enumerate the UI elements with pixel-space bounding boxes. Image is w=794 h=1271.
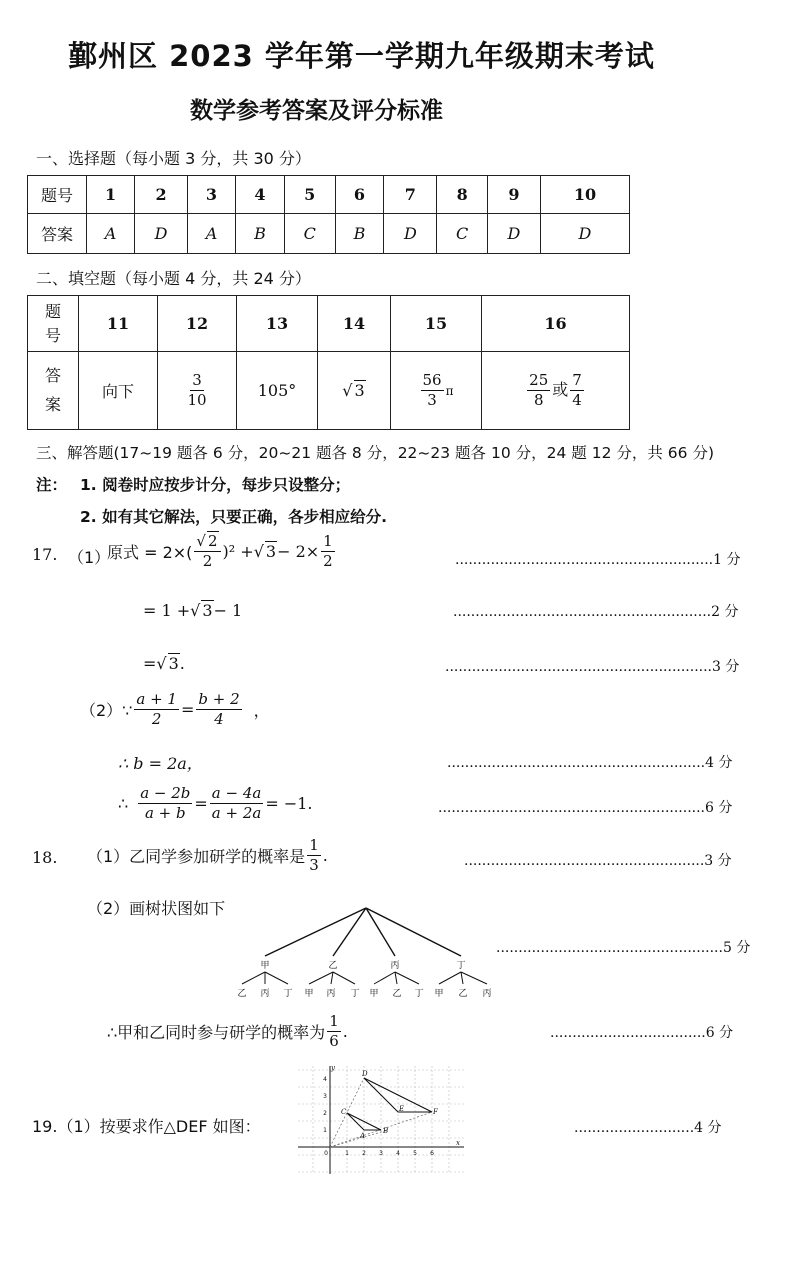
- q19-part1: 19.（1）按要求作△DEF 如图：: [32, 1117, 261, 1136]
- q17-label: 17.: [32, 545, 58, 564]
- answer-13: 105°: [237, 352, 318, 430]
- choice-answer-table: [27, 175, 630, 254]
- fill-answer-table: [27, 295, 630, 430]
- section1-heading: 一、选择题（每小题 3 分，共 30 分）: [36, 149, 311, 168]
- tree-leaf: 乙: [458, 989, 468, 999]
- choice-answer: A: [87, 214, 135, 254]
- q18-part1: （1）乙同学参加研学的概率是 $\frac{1}{3}$ .: [87, 836, 328, 874]
- q-number: 3: [187, 176, 235, 214]
- point-d: D: [362, 1070, 368, 1078]
- y-tick: 3: [323, 1093, 327, 1100]
- x-tick: 1: [345, 1150, 349, 1157]
- answer-12: $\frac{3}{10}$: [158, 352, 237, 430]
- x-tick: 5: [413, 1150, 417, 1157]
- axis-y-label: y: [331, 1064, 335, 1072]
- row-label-answer: 答 案: [28, 352, 79, 430]
- q17-step2: = 1 + √ 3 − 1: [143, 600, 243, 620]
- q17-score-4: ..........................................................4 分: [447, 755, 733, 771]
- point-c: C: [341, 1108, 347, 1116]
- q-number: 2: [135, 176, 188, 214]
- q-number: 13: [237, 296, 318, 352]
- note-label: 注：: [36, 476, 68, 494]
- point-f: F: [433, 1108, 438, 1116]
- q17-score-2: ..........................................................2 分: [453, 604, 739, 620]
- q17-score-3: ............................................................3 分: [445, 659, 740, 675]
- x-tick: 6: [430, 1150, 434, 1157]
- answer-15: $\frac{56}{3}$ π: [391, 352, 482, 430]
- note-2: 2. 如有其它解法，只要正确，各步相应给分.: [80, 508, 387, 526]
- tree-leaf: 乙: [237, 989, 247, 999]
- tree-leaf: 丙: [482, 989, 492, 999]
- q18-part2: （2）画树状图如下: [87, 899, 226, 918]
- tree-diagram: [225, 900, 505, 1005]
- tree-node: 丙: [390, 961, 400, 971]
- section3-heading: 三、解答题(17~19 题各 6 分，20~21 题各 8 分，22~23 题各 10 分，24 题 12 分，共 66 分): [36, 444, 714, 462]
- choice-answer: D: [540, 214, 629, 254]
- q18-score-6: ...................................6 分: [550, 1025, 734, 1041]
- row-label-answer: 答案: [28, 214, 87, 254]
- point-e: E: [399, 1105, 405, 1113]
- tree-leaf: 甲: [304, 989, 314, 999]
- point-a: A: [360, 1132, 366, 1140]
- q17-score-6: ............................................................6 分: [438, 800, 733, 816]
- y-tick: 2: [323, 1110, 327, 1117]
- exam-title: 鄞州区 2023 学年第一学期九年级期末考试: [68, 39, 655, 73]
- choice-answer: B: [335, 214, 384, 254]
- section2-heading: 二、填空题（每小题 4 分，共 24 分）: [36, 269, 311, 288]
- tree-leaf: 乙: [392, 989, 402, 999]
- q17-step1: 原式 = 2×( $\frac{√ 2}{2}$ )² + √ 3 − 2× $\frac{1}{2}$: [107, 532, 333, 570]
- choice-answer: D: [135, 214, 188, 254]
- x-tick: 3: [379, 1150, 383, 1157]
- tree-leaf: 丁: [350, 989, 360, 999]
- q19-coordinate-graph: [296, 1062, 468, 1178]
- choice-answer: B: [236, 214, 285, 254]
- q-number: 4: [236, 176, 285, 214]
- q17-part2-step2: ∴ b = 2a，: [118, 754, 203, 773]
- tree-leaf: 甲: [369, 989, 379, 999]
- q-number: 6: [335, 176, 384, 214]
- tree-leaf: 丁: [414, 989, 424, 999]
- tree-leaf: 丁: [283, 989, 293, 999]
- q18-part3: ∴甲和乙同时参与研学的概率为 $\frac{1}{6}$ .: [107, 1012, 348, 1050]
- row-label-number: 题号: [28, 176, 87, 214]
- q18-score-3: ......................................................3 分: [464, 853, 732, 869]
- q-number: 15: [391, 296, 482, 352]
- choice-answer: D: [488, 214, 541, 254]
- answer-14: √ 3: [318, 352, 391, 430]
- q-number: 11: [79, 296, 158, 352]
- q17-part1-label: （1）: [68, 548, 111, 567]
- q-number: 9: [488, 176, 541, 214]
- q-number: 16: [482, 296, 630, 352]
- q18-score-5: ...................................................5 分: [496, 940, 751, 956]
- q17-part2-step1: （2）∵ $\frac{a + 1}{2}$ = $\frac{b + 2}{4}$ ，: [80, 690, 270, 728]
- q-number: 7: [384, 176, 437, 214]
- q-number: 12: [158, 296, 237, 352]
- tree-leaf: 丙: [326, 989, 336, 999]
- tree-leaf: 甲: [434, 989, 444, 999]
- tree-node: 甲: [260, 961, 270, 971]
- q-number: 14: [318, 296, 391, 352]
- answer-16: $\frac{25}{8}$ 或 $\frac{7}{4}$: [482, 352, 630, 430]
- axis-x-label: x: [456, 1139, 460, 1147]
- q17-score-1: ..........................................................1 分: [455, 552, 741, 568]
- tree-leaf: 丙: [260, 989, 270, 999]
- choice-answer: D: [384, 214, 437, 254]
- y-tick: 4: [323, 1076, 327, 1083]
- row-label-number: 题 号: [28, 296, 79, 352]
- tree-node: 乙: [328, 961, 338, 971]
- answer-key-subtitle: 数学参考答案及评分标准: [190, 98, 443, 124]
- q-number: 5: [284, 176, 335, 214]
- q-number: 1: [87, 176, 135, 214]
- choice-answer: C: [284, 214, 335, 254]
- q-number: 8: [437, 176, 488, 214]
- x-tick: 4: [396, 1150, 400, 1157]
- choice-answer: C: [437, 214, 488, 254]
- x-tick: 0: [324, 1150, 328, 1157]
- q17-step3: = √ 3 .: [143, 653, 185, 673]
- q-number: 10: [540, 176, 629, 214]
- q17-part2-step3: ∴ $\frac{a - 2b}{a + b}$ = $\frac{a - 4a}{a + 2a}$ = −1.: [118, 784, 313, 822]
- tree-node: 丁: [456, 961, 466, 971]
- choice-answer: A: [187, 214, 235, 254]
- q19-score-4: ...........................4 分: [574, 1120, 722, 1136]
- y-tick: 1: [323, 1127, 327, 1134]
- note-1: 1. 阅卷时应按步计分，每步只设整分；: [80, 476, 351, 494]
- x-tick: 2: [362, 1150, 366, 1157]
- answer-11: 向下: [79, 352, 158, 430]
- q18-label: 18.: [32, 848, 58, 867]
- point-b: B: [383, 1127, 389, 1135]
